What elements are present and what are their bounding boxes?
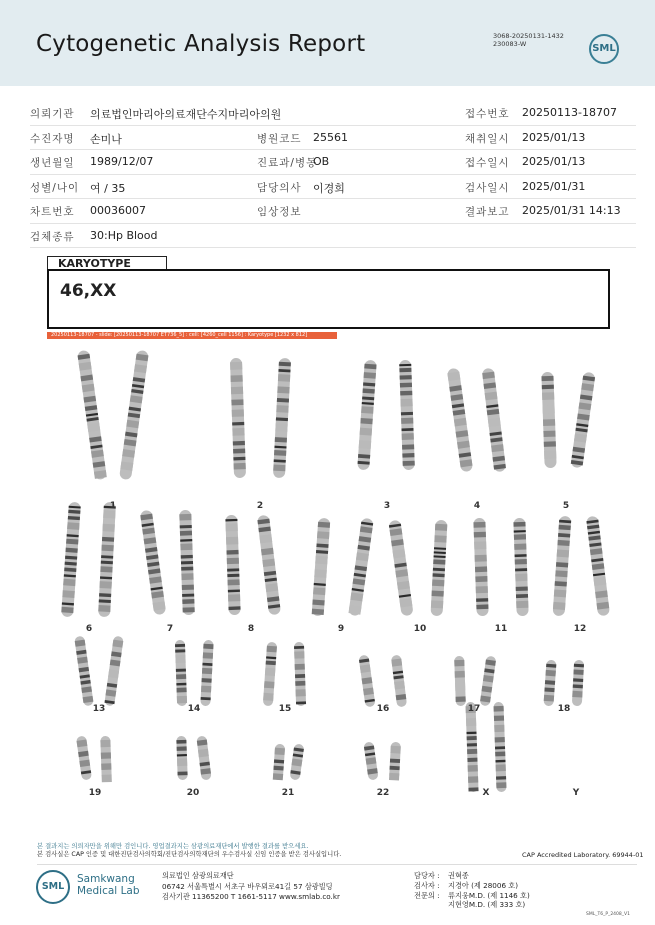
- sml-logo: [589, 34, 619, 64]
- lab-name: [77, 874, 140, 897]
- chromosome-label: 10: [413, 624, 427, 634]
- notice-line: 본 검사실은 CAP 인증 및 대한진단검사의학회/진단검사의학재단의 우수검사실 신임 인증을 받은 검사실입니다.: [37, 851, 342, 859]
- chromosome-shape: [543, 660, 556, 707]
- staff-line: [414, 881, 530, 891]
- chromosome-shape: [454, 656, 466, 706]
- info-label: 차트번호: [30, 206, 75, 218]
- chromosome-shape: [358, 655, 375, 708]
- report-header: [0, 0, 655, 86]
- chromosome-label: 21: [281, 788, 295, 798]
- chromosome-label: 19: [88, 788, 102, 798]
- info-value: OB: [313, 155, 330, 168]
- info-label: 성별/나이: [30, 181, 80, 194]
- samkwang-logo-text: SML: [41, 881, 65, 892]
- chromosome-shape: [389, 742, 401, 781]
- chromosome-shape: [391, 655, 407, 708]
- staff-role: 담당자 :: [414, 871, 440, 880]
- info-label: 접수일시: [465, 157, 510, 169]
- info-row: [30, 126, 636, 151]
- chromosome-shape: [104, 636, 124, 707]
- info-label: 담당의사: [257, 181, 302, 194]
- chromosome-label: 2: [256, 501, 264, 511]
- staff-line: [414, 871, 530, 881]
- info-value: 여 / 35: [90, 181, 126, 195]
- chromosome-shape: [294, 642, 306, 706]
- info-label: 결과보고: [465, 206, 510, 218]
- chromosome-label: 14: [187, 704, 201, 714]
- info-label: 진료과/병동: [257, 157, 318, 169]
- info-row: [30, 224, 636, 249]
- chromosome-shape: [290, 743, 305, 780]
- chromosome-label: 7: [166, 624, 174, 634]
- address-line: 검사기관 11365200 T 1661-5117 www.smlab.co.kr: [162, 892, 340, 901]
- staff-list: [414, 871, 530, 910]
- info-row: [30, 101, 636, 126]
- chromosome-shape: [513, 518, 528, 616]
- chromosome-shape: [179, 510, 195, 615]
- karyotype-result: 46,XX: [60, 281, 117, 301]
- chromosome-shape: [74, 636, 94, 707]
- chromosome-shape: [175, 640, 187, 706]
- address-line: 06742 서울특별시 서초구 바우뫼로41길 57 삼광빌딩: [162, 881, 333, 891]
- info-value: 이경희: [313, 181, 345, 195]
- info-label: 검사일시: [465, 181, 510, 194]
- info-label: 채취일시: [465, 132, 510, 145]
- info-label: 의뢰기관: [30, 108, 75, 120]
- chromosome-shape: [230, 358, 246, 478]
- chromosome-shape: [399, 360, 415, 470]
- chromosome-label: 22: [376, 788, 390, 798]
- chromosome-label: 16: [376, 704, 390, 714]
- chromosome-label: 12: [573, 624, 587, 634]
- document-id-line: 230083-W: [493, 40, 527, 48]
- chromosome-shape: [493, 702, 506, 792]
- chromosome-label: X: [482, 788, 490, 798]
- info-value: 손미나: [90, 132, 122, 146]
- lab-name-line: Medical Lab: [77, 884, 140, 897]
- info-label: 검체종류: [30, 230, 75, 243]
- info-label: 수진자명: [30, 132, 75, 145]
- info-label: 임상정보: [257, 206, 302, 218]
- chromosome-shape: [572, 660, 584, 706]
- chromosome-shape: [482, 368, 507, 473]
- chromosome-label: 20: [186, 788, 200, 798]
- chromosome-label: 8: [247, 624, 255, 634]
- info-value: 00036007: [90, 204, 146, 217]
- chromosome-shape: [363, 741, 378, 780]
- staff-role: 검사자 :: [414, 880, 440, 890]
- chromosome-shape: [430, 520, 447, 616]
- karyogram-image: [0, 340, 655, 810]
- chromosome-shape: [273, 744, 285, 781]
- chromosome-label: 1: [109, 501, 117, 511]
- info-row: [30, 175, 636, 200]
- footer-divider: [37, 864, 637, 865]
- chromosome-label: 6: [85, 624, 93, 634]
- footer-notice: [37, 843, 341, 859]
- chromosome-shape: [77, 350, 107, 480]
- karyotype-result-box: [47, 269, 610, 329]
- chromosome-shape: [98, 502, 116, 617]
- chromosome-shape: [586, 516, 610, 617]
- info-value: 2025/01/31 14:13: [522, 204, 621, 217]
- chromosome-label: 5: [562, 501, 570, 511]
- chromosome-label: 15: [278, 704, 292, 714]
- staff-line: [414, 891, 530, 901]
- info-row: [30, 150, 636, 175]
- info-value: 2025/01/13: [522, 155, 586, 168]
- chromosome-shape: [388, 520, 413, 617]
- lab-address: [162, 871, 340, 903]
- chromosome-shape: [76, 736, 92, 781]
- info-value: 20250113-18707: [522, 106, 617, 119]
- chromosome-shape: [273, 358, 291, 478]
- chromosome-shape: [348, 518, 374, 617]
- chromosome-label: 4: [473, 501, 481, 511]
- info-label: 접수번호: [465, 108, 510, 120]
- chromosome-shape: [61, 502, 81, 618]
- chromosome-label: 9: [337, 624, 345, 634]
- document-id-line: 3068-20250131-1432: [493, 32, 564, 40]
- info-value: 2025/01/13: [522, 130, 586, 144]
- karyogram-image-meta: 20250113-18707 - slide: [20250113-18707 ET736_5] : cell: [4260_cell 1156] : Karyotype [1232 x 812]: [47, 332, 337, 339]
- info-label: 생년월일: [30, 157, 75, 169]
- chromosome-shape: [312, 518, 331, 617]
- patient-info-table: [30, 101, 636, 248]
- form-code: SML_T6_P_2408_V1: [586, 912, 630, 917]
- info-value: 30:Hp Blood: [90, 228, 158, 242]
- chromosome-shape: [100, 736, 112, 782]
- chromosome-shape: [447, 368, 473, 473]
- chromosome-label: 18: [557, 704, 571, 714]
- staff-name: 권혁종: [448, 871, 469, 880]
- chromosome-shape: [263, 642, 277, 707]
- chromosome-label: 17: [467, 704, 481, 714]
- chromosome-label: 13: [92, 704, 106, 714]
- address-line: 의료법인 삼광의료재단: [162, 871, 234, 880]
- chromosome-shape: [480, 656, 497, 707]
- info-label: 병원코드: [257, 132, 302, 145]
- chromosome-shape: [176, 736, 188, 780]
- chromosome-label: 11: [494, 624, 508, 634]
- chromosome-shape: [119, 350, 149, 480]
- chromosome-shape: [473, 518, 488, 616]
- document-id: [493, 32, 564, 48]
- staff-name: 류지웅M.D. (제 1146 호): [448, 890, 530, 900]
- staff-role: 전문의 :: [414, 890, 440, 900]
- chromosome-shape: [257, 515, 281, 616]
- info-row: [30, 199, 636, 224]
- chromosome-label: Y: [572, 788, 580, 798]
- chromosome-shape: [465, 702, 478, 792]
- chromosome-shape: [196, 736, 211, 781]
- chromosome-shape: [357, 360, 377, 471]
- chromosome-shape: [140, 510, 166, 616]
- karyotype-label: KARYOTYPE: [47, 256, 167, 269]
- info-value: 25561: [313, 130, 348, 144]
- staff-name: 지현영M.D. (제 333 호): [448, 900, 526, 910]
- info-value: 1989/12/07: [90, 155, 154, 168]
- chromosome-shape: [225, 515, 240, 615]
- info-value: 2025/01/31: [522, 179, 586, 193]
- staff-name: 지경아 (제 28006 호): [448, 880, 519, 890]
- lab-name-line: Samkwang: [77, 873, 135, 885]
- chromosome-shape: [200, 640, 213, 706]
- samkwang-logo: [36, 870, 70, 904]
- chromosome-label: 3: [383, 501, 391, 511]
- chromosome-shape: [541, 372, 556, 468]
- report-title: Cytogenetic Analysis Report: [36, 31, 366, 57]
- chromosome-shape: [553, 516, 572, 617]
- sml-logo-text: SML: [592, 43, 616, 54]
- chromosome-shape: [570, 372, 595, 469]
- cap-accreditation: CAP Accredited Laboratory. 69944-01: [522, 851, 644, 859]
- info-value: 의료법인마리아의료재단수지마리아의원: [90, 108, 282, 121]
- staff-line: [414, 900, 530, 910]
- notice-line: 본 결과지는 의뢰자만을 위해만 검인니다. 영업결과지는 삼광의료재단에서 발행한 결과를 받으세요.: [37, 843, 309, 850]
